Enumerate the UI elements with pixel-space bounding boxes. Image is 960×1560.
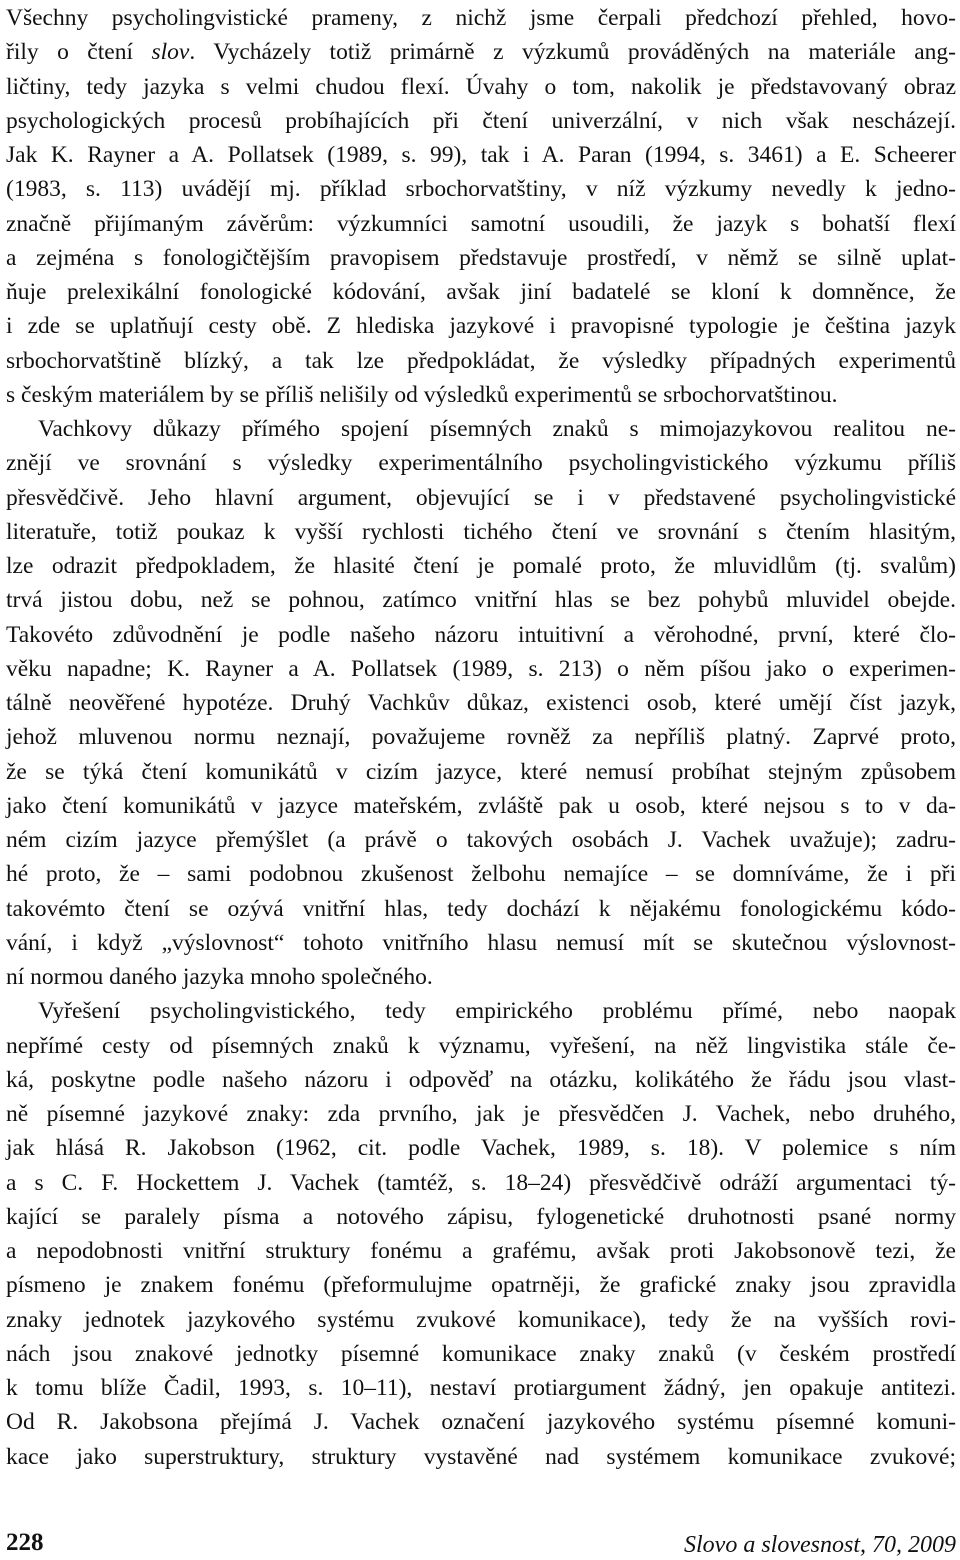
- text-line: vání, i když „výslovnost“ tohoto vnitřního hlasu nemusí mít se skutečnou výslovnost-: [6, 929, 956, 956]
- text-line: hé proto, že – sami podobnou zkušenost želbohu nemajíce – se domníváme, že i při: [6, 861, 956, 888]
- page-number: 228: [6, 1529, 44, 1556]
- text-line: ném cizím jazyce přemýšlet (a právě o takových osobách J. Vachek uvažuje); zadru-: [6, 827, 956, 853]
- text-line: psychologických procesů probíhajících při čtení univerzální, v nich však nescházejí.: [6, 107, 956, 134]
- text-line: písmeno je znakem fonému (přeformulujme opatrněji, že grafické znaky jsou zpravidla: [6, 1272, 956, 1299]
- text-line: Všechny psycholingvistické prameny, z nichž jsme čerpali předchozí přehled, hovo-: [6, 5, 956, 31]
- text-line: nepřímé cesty od písemných znaků k významu, vyřešení, na něž lingvistika stále če-: [6, 1032, 956, 1059]
- text-line: značně přijímaným závěrům: výzkumníci samotní usoudili, že jazyk s bohatší flexí: [6, 210, 956, 237]
- document-page: [6, 2, 956, 1559]
- text-line: srbochorvatštině blízký, a tak lze předpokládat, že výsledky případných experimentů: [6, 347, 956, 374]
- text-line: a nepodobnosti vnitřní struktury fonému a grafému, avšak proti Jakobsonově tezi, že: [6, 1238, 956, 1264]
- text-line: Takovéto zdůvodnění je podle našeho názoru intuitivní a věrohodné, první, které člo-: [6, 621, 956, 648]
- text-line: Jak K. Rayner a A. Pollatsek (1989, s. 99), tak i A. Paran (1994, s. 3461) a E. Scheerer: [6, 142, 956, 168]
- text-line: že se týká čtení komunikátů v cizím jazyce, které nemusí probíhat stejným způsobem: [6, 758, 956, 785]
- text-line: přesvědčivě. Jeho hlavní argument, objevující se i v představené psycholingvistické: [6, 484, 956, 511]
- text-line: Od R. Jakobsona přejímá J. Vachek označení jazykového systému písemné komuni-: [6, 1409, 956, 1436]
- text-line: kace jako superstruktury, struktury vystavěné nad systémem komunikace zvukové;: [6, 1443, 956, 1470]
- text-line: i zde se uplatňují cesty obě. Z hlediska jazykové i pravopisné typologie je čeština jazyk: [6, 313, 956, 340]
- text-line: lze odrazit předpokladem, že hlasité čtení je pomalé proto, že mluvidlům (tj. svalům): [6, 553, 956, 579]
- text-line: znaky jednotek jazykového systému zvukové komunikace), tedy že na vyšších rovi-: [6, 1306, 956, 1333]
- text-line: jako čtení komunikátů v jazyce mateřském, zvláště pak u osob, které nejsou s to v da-: [6, 792, 956, 819]
- text-line: trvá jistou dobu, než se pohnou, zatímco vnitřní hlas se bez pohybů mluvidel obejde.: [6, 587, 956, 614]
- running-footer-journal: Slovo a slovesnost, 70, 2009: [684, 1532, 956, 1558]
- text-line: ká, poskytne podle našeho názoru i odpověď na otázku, kolikátého že řádu jsou vlast-: [6, 1066, 956, 1093]
- text-line: jehož mluvenou normu neznají, považujeme rovněž za nepříliš platný. Zaprvé proto,: [6, 724, 956, 751]
- text-line: a s C. F. Hockettem J. Vachek (tamtéž, s. 18–24) přesvědčivě odráží argumentaci tý-: [6, 1169, 956, 1196]
- text-line: kající se paralely písma a notového zápisu, fylogenetické druhotnosti psané normy: [6, 1203, 956, 1230]
- text-line: věku napadne; K. Rayner a A. Pollatsek (1989, s. 213) o něm píšou jako o experimen-: [6, 655, 956, 682]
- text-line: ličtiny, tedy jazyka s velmi chudou flexí. Úvahy o tom, nakolik je představovaný obraz: [6, 73, 956, 100]
- text-line: znějí ve srovnání s výsledky experimentálního psycholingvistického výzkumu příliš: [6, 450, 956, 477]
- text-line: jak hlásá R. Jakobson (1962, cit. podle Vachek, 1989, s. 18). V polemice s ním: [6, 1135, 956, 1162]
- text-line: Vyřešení psycholingvistického, tedy empirického problému přímé, nebo naopak: [38, 998, 956, 1025]
- text-line: k tomu blíže Čadil, 1993, s. 10–11), nestaví protiargument žádný, jen opakuje antitezi.: [6, 1375, 956, 1401]
- text-line: ně písemné jazykové znaky: zda prvního, jak je přesvědčen J. Vachek, nebo druhého,: [6, 1101, 956, 1127]
- text-line: tálně neověřené hypotéze. Druhý Vachkův důkaz, existenci osob, které umějí číst jazyk,: [6, 690, 956, 716]
- text-line: řily o čtení slov. Vycházely totiž primárně z výzkumů prováděných na materiále ang-: [6, 39, 956, 66]
- text-line: takovémto čtení se ozývá vnitřní hlas, tedy dochází k nějakému fonologickému kódo-: [6, 895, 956, 922]
- text-line: s českým materiálem by se příliš nelišily od výsledků experimentů se srbochorvatštinou.: [6, 381, 838, 408]
- text-line: ňuje prelexikální fonologické kódování, avšak jiní badatelé se kloní k domněnce, že: [6, 279, 956, 305]
- text-line: ní normou daného jazyka mnoho společného.: [6, 964, 433, 990]
- text-line: Vachkovy důkazy přímého spojení písemných znaků s mimojazykovou realitou ne-: [38, 416, 956, 442]
- text-line: nách jsou znakové jednotky písemné komunikace znaky znaků (v českém prostředí: [6, 1340, 956, 1367]
- text-line: literatuře, totiž poukaz k vyšší rychlosti tichého čtení ve srovnání s čtením hlasitým,: [6, 518, 956, 545]
- text-line: (1983, s. 113) uvádějí mj. příklad srbochorvatštiny, v níž výzkumy nevedly k jedno-: [6, 176, 956, 203]
- text-line: a zejména s fonologičtějším pravopisem představuje prostředí, v němž se silně uplat-: [6, 244, 956, 271]
